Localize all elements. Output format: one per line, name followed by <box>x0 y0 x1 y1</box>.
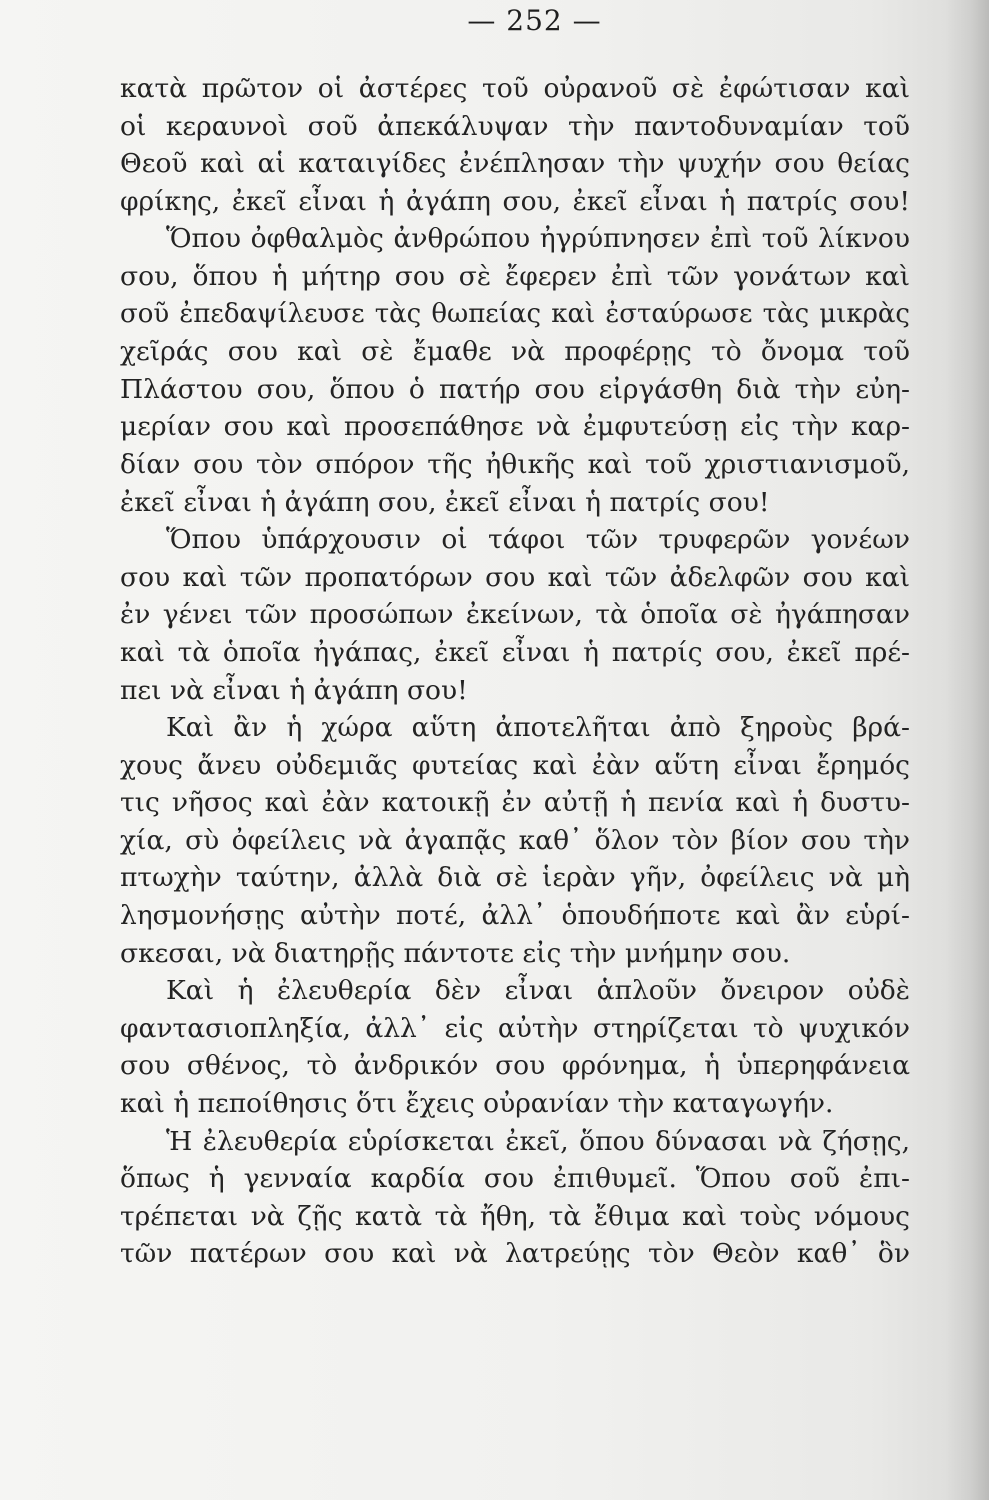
text-line: σου σθένος, τὸ ἀνδρικόν σου φρόνημα, ἡ ὑπερηφάνεια <box>120 1050 910 1082</box>
text-line: χία, σὺ ὀφείλεις νὰ ἀγαπᾷς καθ᾽ ὅλον τὸν βίον σου τὴν <box>120 824 910 856</box>
text-line: τῶν πατέρων σου καὶ νὰ λατρεύῃς τὸν Θεὸν καθ᾽ ὃν <box>120 1238 910 1270</box>
text-line: φαντασιοπληξία, ἀλλ᾽ εἰς αὐτὴν στηρίζεται τὸ ψυχικόν <box>120 1012 910 1044</box>
text-line: τρέπεται νὰ ζῇς κατὰ τὰ ἤθη, τὰ ἔθιμα καὶ τοὺς νόμους <box>120 1200 910 1232</box>
text-line: σκεσαι, νὰ διατηρῇς πάντοτε εἰς τὴν μνήμην σου. <box>120 937 791 969</box>
text-line: Καὶ ἡ ἐλευθερία δὲν εἶναι ἁπλοῦν ὄνειρον οὐδὲ <box>166 975 910 1007</box>
page-edge-shadow <box>945 0 989 1500</box>
text-line: Καὶ ἂν ἡ χώρα αὕτη ἀποτελῆται ἀπὸ ξηροὺς βρά- <box>166 712 910 744</box>
text-line: κατὰ πρῶτον οἱ ἀστέρες τοῦ οὐρανοῦ σὲ ἐφώτισαν καὶ <box>120 73 910 104</box>
text-line: δίαν σου τὸν σπόρον τῆς ἠθικῆς καὶ τοῦ χριστιανισμοῦ, <box>120 448 910 480</box>
text-line: χους ἄνευ οὐδεμιᾶς φυτείας καὶ ἐὰν αὕτη εἶναι ἔρημός <box>120 749 910 781</box>
text-line: Ὅπου ὀφθαλμὸς ἀνθρώπου ἠγρύπνησεν ἐπὶ τοῦ λίκνου <box>166 223 910 255</box>
text-line: Ὅπου ὑπάρχουσιν οἱ τάφοι τῶν τρυφερῶν γονέων <box>166 524 910 556</box>
text-line: ὅπως ἡ γενναία καρδία σου ἐπιθυμεῖ. Ὅπου σοῦ ἐπι- <box>120 1163 910 1195</box>
text-line: λησμονήσῃς αὐτὴν ποτέ, ἀλλ᾽ ὁπουδήποτε καὶ ἂν εὑρί- <box>120 900 910 932</box>
body-text <box>120 70 910 1273</box>
text-line: Πλάστου σου, ὅπου ὁ πατήρ σου εἰργάσθη διὰ τὴν εὐη- <box>120 373 910 405</box>
text-line: Θεοῦ καὶ αἱ καταιγίδες ἐνέπλησαν τὴν ψυχήν σου θείας <box>120 148 910 180</box>
text-line: φρίκης, ἐκεῖ εἶναι ἡ ἀγάπη σου, ἐκεῖ εἶναι ἡ πατρίς σου! <box>120 185 910 217</box>
text-line: χεῖράς σου καὶ σὲ ἔμαθε νὰ προφέρῃς τὸ ὄνομα τοῦ <box>120 336 910 368</box>
text-line: Ἡ ἐλευθερία εὑρίσκεται ἐκεῖ, ὅπου δύνασαι νὰ ζήσῃς, <box>166 1125 910 1157</box>
text-line: σου καὶ τῶν προπατόρων σου καὶ τῶν ἀδελφῶν σου καὶ <box>120 561 910 593</box>
text-line: καὶ τὰ ὁποῖα ἠγάπας, ἐκεῖ εἶναι ἡ πατρίς σου, ἐκεῖ πρέ- <box>120 636 910 668</box>
text-line: πει νὰ εἶναι ἡ ἀγάπη σου! <box>120 674 468 706</box>
text-line: σου, ὅπου ἡ μήτηρ σου σὲ ἔφερεν ἐπὶ τῶν γονάτων καὶ <box>120 260 910 292</box>
text-line: ἐκεῖ εἶναι ἡ ἀγάπη σου, ἐκεῖ εἶναι ἡ πατρίς σου! <box>120 486 770 518</box>
text-line: καὶ ἡ πεποίθησις ὅτι ἔχεις οὐρανίαν τὴν καταγωγήν. <box>120 1088 834 1120</box>
text-line: ἐν γένει τῶν προσώπων ἐκείνων, τὰ ὁποῖα σὲ ἠγάπησαν <box>120 599 910 631</box>
page-number: — 252 — <box>467 4 602 37</box>
text-line: σοῦ ἐπεδαψίλευσε τὰς θωπείας καὶ ἐσταύρωσε τὰς μικρὰς <box>120 298 910 329</box>
text-line: τις νῆσος καὶ ἐὰν κατοικῇ ἐν αὐτῇ ἡ πενία καὶ ἡ δυστυ- <box>120 787 910 819</box>
text-line: πτωχὴν ταύτην, ἀλλὰ διὰ σὲ ἱερὰν γῆν, ὀφείλεις νὰ μὴ <box>120 862 910 894</box>
text-line: οἱ κεραυνοὶ σοῦ ἀπεκάλυψαν τὴν παντοδυναμίαν τοῦ <box>120 110 910 142</box>
text-line: μερίαν σου καὶ προσεπάθησε νὰ ἐμφυτεύσῃ εἰς τὴν καρ- <box>120 411 910 443</box>
